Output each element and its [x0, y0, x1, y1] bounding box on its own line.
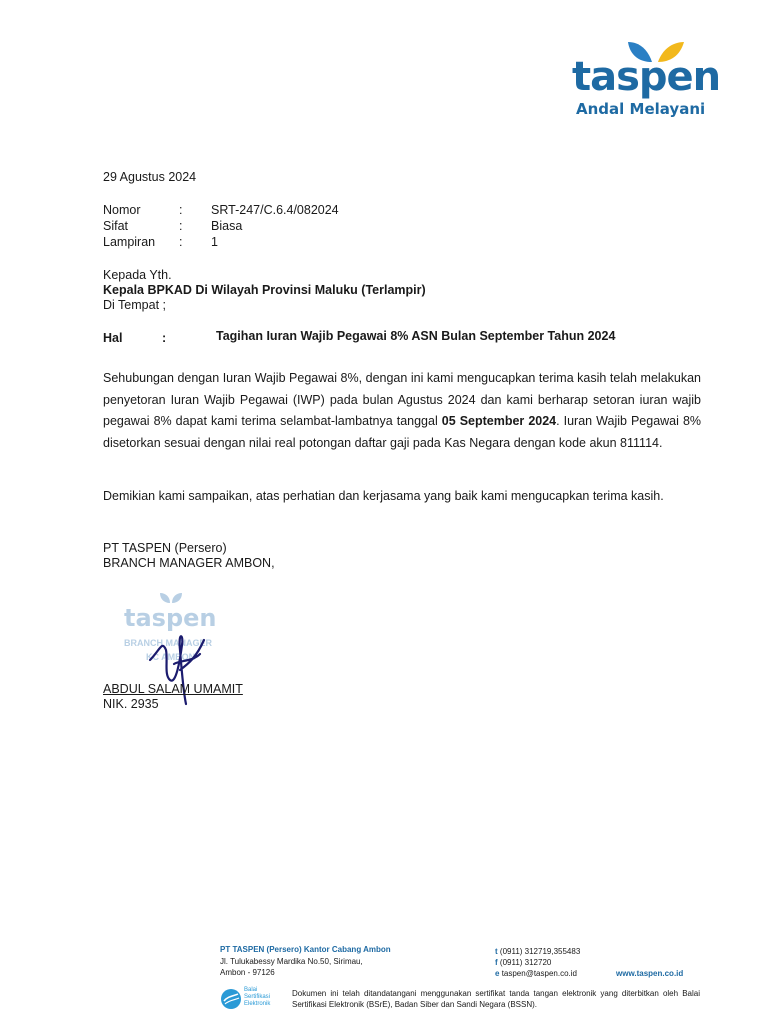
body-paragraph-1	[103, 368, 701, 454]
footer-office: PT TASPEN (Persero) Kantor Cabang Ambon	[220, 945, 391, 954]
meta-value: Biasa	[211, 219, 243, 233]
meta-sep: :	[179, 219, 183, 233]
stamp-leaf-icon	[158, 592, 184, 604]
footer-phone	[495, 946, 580, 957]
signer-name: ABDUL SALAM UMAMIT	[103, 682, 243, 696]
para1-text-b: . Iuran Wajib Pegawai 8% disetorkan sesuai dengan nilai real potongan daftar gaji pada Kas Negara dengan kode akun 811114.	[103, 414, 702, 450]
recipient-intro: Kepada Yth.	[103, 268, 172, 282]
subject-label: Hal	[103, 331, 123, 345]
stamp-subtitle: BRANCH MANAGER	[124, 638, 212, 648]
sender-company: PT TASPEN (Persero)	[103, 541, 227, 555]
meta-key: Nomor	[103, 203, 141, 217]
bsre-text-1: Balai	[244, 987, 258, 993]
stamp-subtitle-2: KC AMBON	[146, 652, 196, 662]
footer-fax	[495, 957, 551, 968]
body-paragraph-2: Demikian kami sampaikan, atas perhatian dan kerjasama yang baik kami mengucapkan terima kasih.	[103, 489, 664, 503]
bsre-text-3: Elektronik	[244, 1001, 271, 1007]
letter-date: 29 Agustus 2024	[103, 170, 197, 184]
meta-value: SRT-247/C.6.4/082024	[211, 203, 339, 217]
bsre-text-2: Sertifikasi	[244, 994, 271, 1000]
subject-separator: :	[162, 331, 167, 345]
meta-sep: :	[179, 203, 183, 217]
bsre-logo	[220, 986, 290, 1012]
phone-label: t	[495, 947, 498, 956]
email-label: e	[495, 969, 500, 978]
stamp-wordmark: taspen	[124, 604, 217, 632]
footer-disclaimer: Dokumen ini telah ditandatangani menggunakan sertifikat tanda tangan elektronik yang diterbitkan oleh Balai Sertifikasi Elektronik (BSrE), Badan Siber dan Sandi Negara (BSSN).	[292, 989, 700, 1009]
recipient-place: Di Tempat ;	[103, 298, 166, 312]
meta-key: Sifat	[103, 219, 129, 233]
signer-nik: NIK. 2935	[103, 697, 159, 711]
meta-key: Lampiran	[103, 235, 156, 249]
para1-text-a: Sehubungan dengan Iuran Wajib Pegawai 8%, dengan ini kami mengucapkan terima kasih telah melakukan penyetoran Iuran Wajib Pegawai (IWP) pada bulan Agustus 2024 dan kami berharap setoran iuran wajib pegawai 8% dapat kami terima selambat-lambatnya tanggal	[103, 371, 701, 428]
sender-title: BRANCH MANAGER AMBON,	[103, 556, 275, 570]
logo-tagline: Andal Melayani	[576, 100, 706, 118]
meta-value: 1	[211, 235, 218, 249]
bsre-globe-icon	[220, 988, 242, 1010]
recipient-name: Kepala BPKAD Di Wilayah Provinsi Maluku (Terlampir)	[103, 283, 426, 297]
email-value[interactable]: taspen@taspen.co.id	[501, 969, 577, 978]
fax-label: f	[495, 958, 498, 967]
footer-address-2: Ambon - 97126	[220, 968, 275, 977]
footer-address-1: Jl. Tulukabessy Mardika No.50, Sirimau,	[220, 957, 363, 966]
footer-website[interactable]: www.taspen.co.id	[616, 969, 684, 978]
footer-email	[495, 968, 577, 979]
meta-row-lampiran	[103, 235, 218, 249]
fax-value: (0911) 312720	[499, 958, 552, 967]
meta-row-nomor	[103, 203, 339, 217]
meta-sep: :	[179, 235, 183, 249]
para1-deadline: 05 September 2024	[441, 414, 557, 428]
logo-wordmark: taspen	[572, 54, 721, 100]
phone-value: (0911) 312719,355483	[499, 947, 581, 956]
subject-text: Tagihan Iuran Wajib Pegawai 8% ASN Bulan September Tahun 2024	[216, 329, 616, 343]
meta-row-sifat	[103, 219, 242, 233]
